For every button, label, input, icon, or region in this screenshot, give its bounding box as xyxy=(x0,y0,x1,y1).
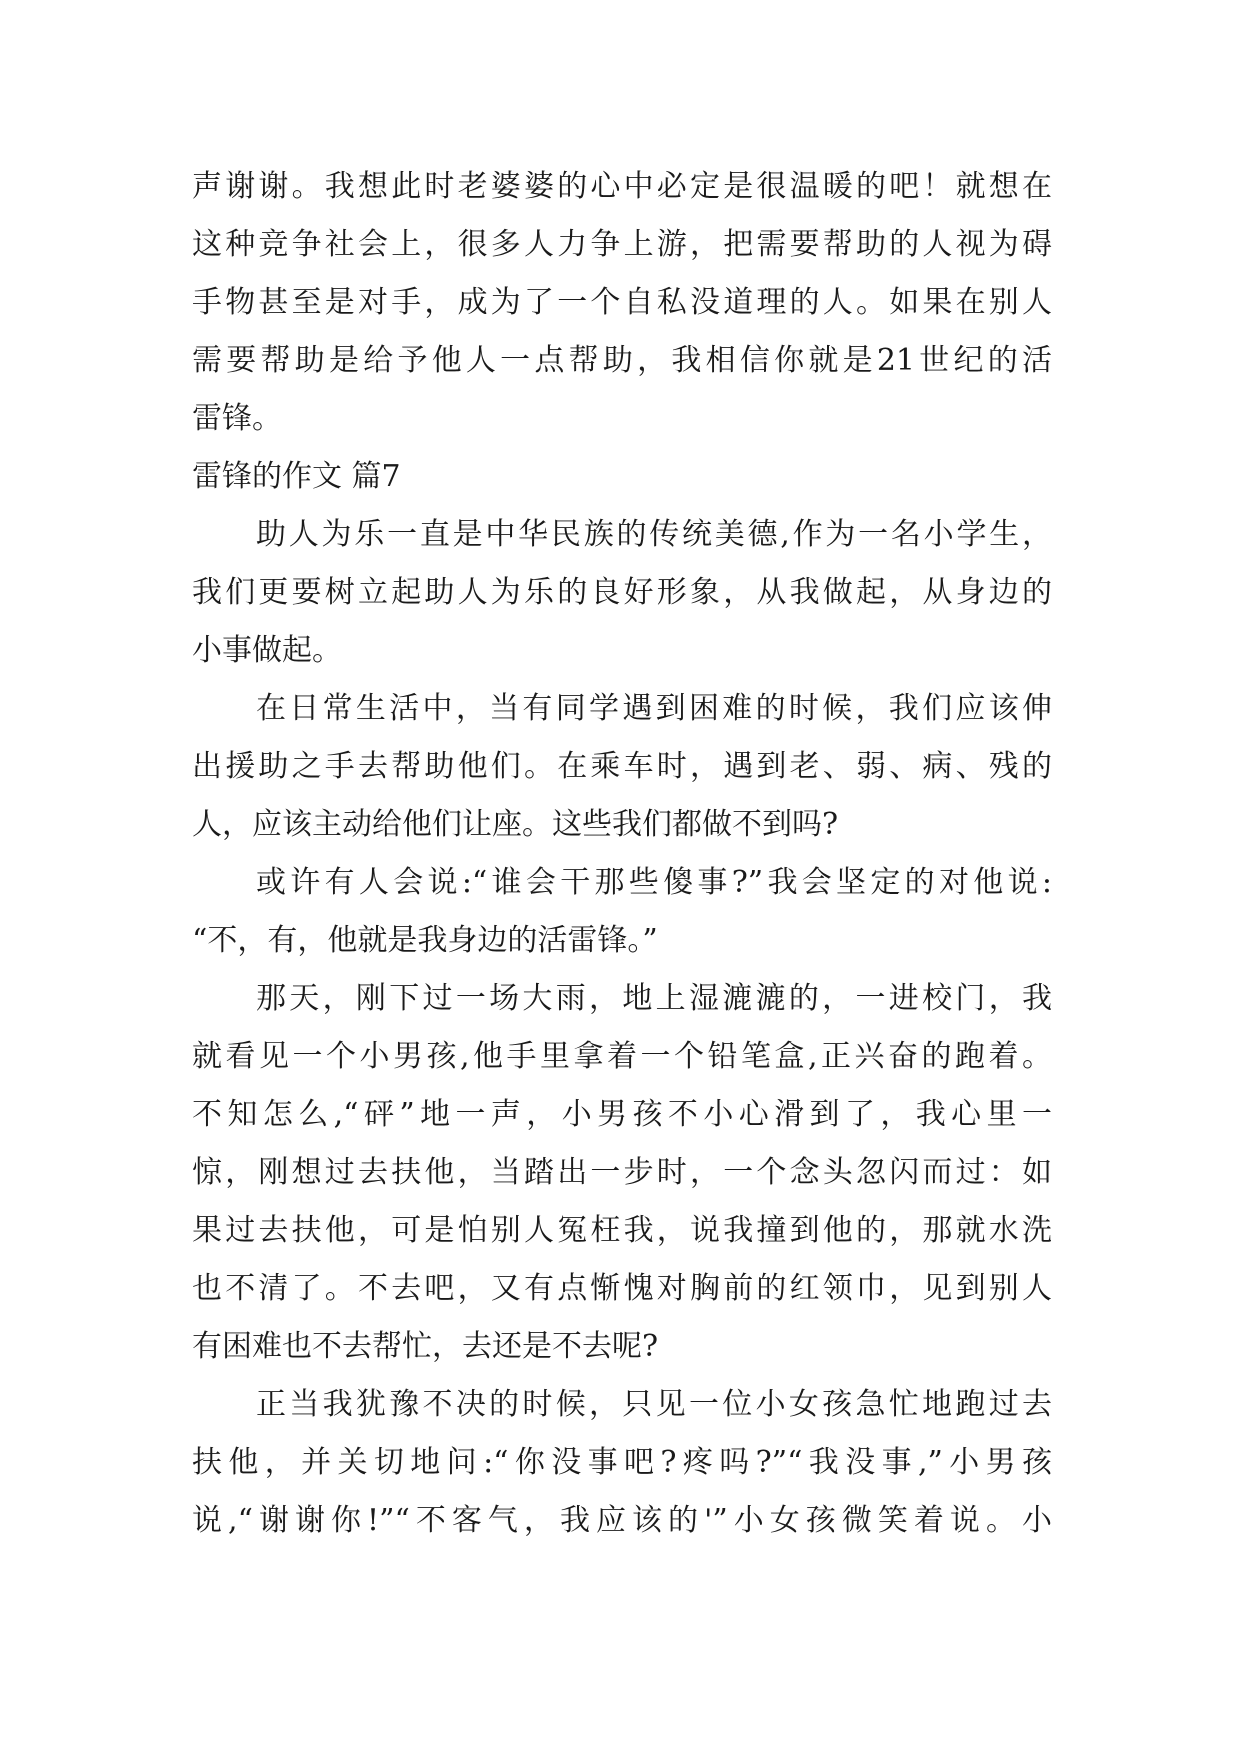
paragraph xyxy=(192,1376,1052,1550)
document-body xyxy=(192,158,1052,1550)
text-line: 有困难也不去帮忙，去还是不去呢? xyxy=(192,1329,659,1364)
paragraph xyxy=(192,970,1052,1376)
text-line: 这种竞争社会上，很多人力争上游，把需要帮助的人视为碍 xyxy=(192,227,1052,262)
text-line: 果过去扶他，可是怕别人冤枉我，说我撞到他的，那就水洗 xyxy=(192,1213,1052,1248)
text-line: 手物甚至是对手，成为了一个自私没道理的人。如果在别人 xyxy=(192,285,1052,320)
text-line: 说,“谢谢你!”“不客气，我应该的'”小女孩微笑着说。小 xyxy=(192,1503,1052,1538)
paragraph xyxy=(192,506,1052,680)
paragraph xyxy=(192,680,1052,854)
text-line: 惊，刚想过去扶他，当踏出一步时，一个念头忽闪而过：如 xyxy=(192,1155,1052,1190)
text-line: 扶他，并关切地问:“你没事吧?疼吗?”“我没事,”小男孩 xyxy=(192,1445,1052,1480)
text-line: “不，有，他就是我身边的活雷锋。” xyxy=(192,923,658,958)
text-line: 就看见一个小男孩,他手里拿着一个铅笔盒,正兴奋的跑着。 xyxy=(192,1039,1052,1074)
text-line: 助人为乐一直是中华民族的传统美德,作为一名小学生， xyxy=(256,517,1052,552)
text-line: 声谢谢。我想此时老婆婆的心中必定是很温暖的吧！就想在 xyxy=(192,169,1052,204)
text-line: 正当我犹豫不决的时候，只见一位小女孩急忙地跑过去 xyxy=(256,1387,1052,1422)
text-line: 出援助之手去帮助他们。在乘车时，遇到老、弱、病、残的 xyxy=(192,749,1052,784)
text-line: 我们更要树立起助人为乐的良好形象，从我做起，从身边的 xyxy=(192,575,1052,610)
section-title: 雷锋的作文 篇7 xyxy=(192,459,401,494)
text-line: 不知怎么,“砰”地一声，小男孩不小心滑到了，我心里一 xyxy=(192,1097,1052,1132)
paragraph xyxy=(192,854,1052,970)
text-line: 那天，刚下过一场大雨，地上湿漉漉的，一进校门，我 xyxy=(256,981,1052,1016)
text-line: 雷锋。 xyxy=(192,401,282,436)
continuation-paragraph xyxy=(192,158,1052,448)
text-line: 在日常生活中，当有同学遇到困难的时候，我们应该伸 xyxy=(256,691,1052,726)
text-line: 或许有人会说:“谁会干那些傻事?”我会坚定的对他说: xyxy=(256,865,1052,900)
text-line: 小事做起。 xyxy=(192,633,342,668)
text-line: 需要帮助是给予他人一点帮助，我相信你就是21世纪的活 xyxy=(192,343,1052,378)
text-line: 也不清了。不去吧，又有点惭愧对胸前的红领巾，见到别人 xyxy=(192,1271,1052,1306)
text-line: 人，应该主动给他们让座。这些我们都做不到吗? xyxy=(192,807,839,842)
